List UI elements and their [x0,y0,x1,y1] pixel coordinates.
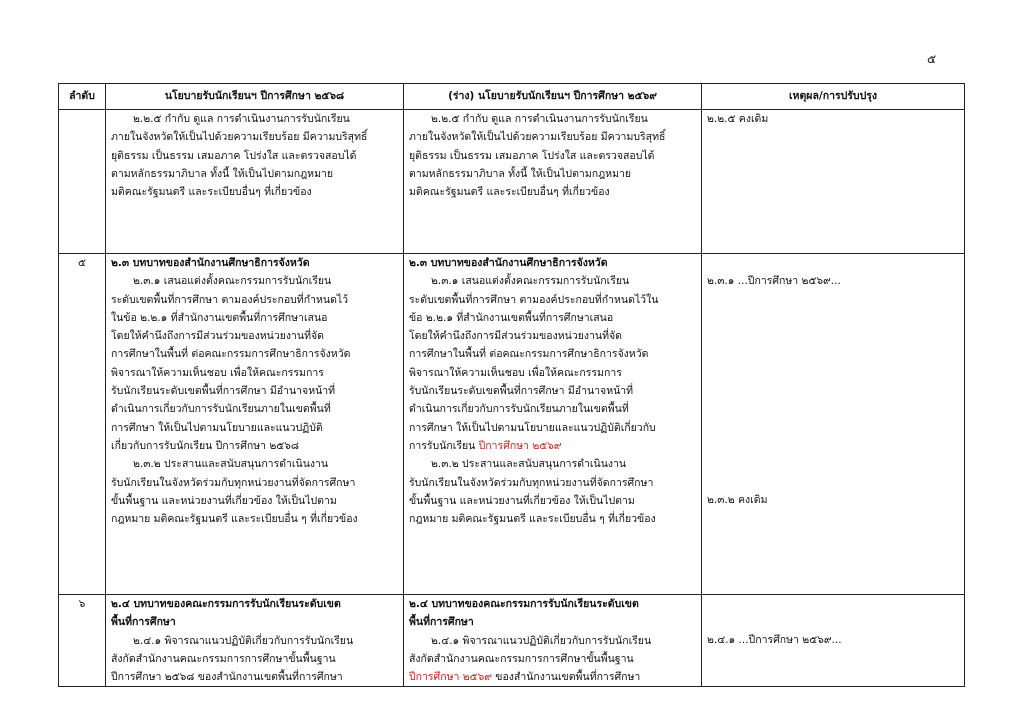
text-line: พิจารณาให้ความเห็นชอบ เพื่อให้คณะกรรมการ [111,366,324,379]
text-segment: ของสำนักงานเขตพื้นที่การศึกษา [491,671,641,684]
text-line: การศึกษาในพื้นที่ ต่อคณะกรรมการศึกษาธิการจังหวัด [409,348,649,361]
page-number: ๕ [927,52,937,66]
text-line: การศึกษา ให้เป็นไปตามนโยบายและแนวปฏิบัติเกี่ยวกับ [409,421,656,434]
text-line: โดยให้คำนึงถึงการมีส่วนร่วมของหน่วยงานที่จัด [111,330,324,343]
text-line: ในข้อ ๒.๒.๑ ที่สำนักงานเขตพื้นที่การศึกษาเสนอ [111,311,328,324]
text-line: ๒.๓.๒ ประสานและสนับสนุนการดำเนินงาน [431,458,627,471]
text-line: ตามหลักธรรมาภิบาล ทั้งนี้ ให้เป็นไปตามกฎหมาย [111,167,334,180]
text-line: รับนักเรียนระดับเขตพื้นที่การศึกษา มีอำนาจหน้าที่ [111,385,336,398]
reason-text: ๒.๓.๒ คงเดิม [707,494,768,507]
cell-reason [702,595,965,687]
text-line [409,668,696,686]
text-line: รับนักเรียนในจังหวัดร่วมกับทุกหน่วยงานที่จัดการศึกษา [409,476,654,489]
section-title: พื้นที่การศึกษา [409,616,474,629]
cell-reason [702,254,965,595]
text-line: ๒.๔.๑ พิจารณาแนวปฏิบัติเกี่ยวกับการรับนักเรียน [133,634,354,647]
section-title: พื้นที่การศึกษา [111,616,176,629]
section-title: ๒.๔ บทบาทของคณะกรรมการรับนักเรียนระดับเขต [111,598,341,610]
text-line: พิจารณาให้ความเห็นชอบ เพื่อให้คณะกรรมการ [409,366,622,379]
table-row [59,254,965,595]
text-line: ขั้นพื้นฐาน และหน่วยงานที่เกี่ยวข้อง ให้เป็นไปตาม [111,494,337,507]
text-line: ขั้นพื้นฐาน และหน่วยงานที่เกี่ยวข้อง ให้เป็นไปตาม [409,494,635,507]
cell-policy-2568 [106,595,404,687]
text-line: ภายในจังหวัดให้เป็นไปด้วยความเรียบร้อย มีความบริสุทธิ์ [111,131,368,144]
reason-text: ๒.๓.๑ ...ปีการศึกษา ๒๕๖๙... [707,275,841,287]
text-line: ๒.๓.๒ ประสานและสนับสนุนการดำเนินงาน [133,458,329,471]
text-line: ๒.๓.๑ เสนอแต่งตั้งคณะกรรมการรับนักเรียน [133,275,332,288]
text-line: กฎหมาย มติคณะรัฐมนตรี และระเบียบอื่น ๆ ที่เกี่ยวข้อง [409,513,656,526]
changed-text: ปีการศึกษา ๒๕๖๙ [478,439,562,452]
header-reason: เหตุผล/การปรับปรุง [702,84,965,110]
text-line: ๒.๔.๑ พิจารณาแนวปฏิบัติเกี่ยวกับการรับนักเรียน [431,634,652,647]
changed-text: ปีการศึกษา ๒๕๖๙ [409,671,492,684]
table-row [59,595,965,687]
cell-reason [702,110,965,254]
cell-draft-policy-2569 [404,595,702,687]
text-line: การศึกษา ให้เป็นไปตามนโยบายและแนวปฏิบัติ [111,421,323,434]
text-line: ข้อ ๒.๒.๑ ที่สำนักงานเขตพื้นที่การศึกษาเสนอ [409,311,614,324]
text-line [409,437,696,455]
header-policy-2568: นโยบายรับนักเรียนฯ ปีการศึกษา ๒๕๖๘ [106,84,404,110]
text-line: กฎหมาย มติคณะรัฐมนตรี และระเบียบอื่น ๆ ที่เกี่ยวข้อง [111,513,358,526]
row-order-number: ๕ [59,254,106,595]
text-line: ๒.๒.๕ กำกับ ดูแล การดำเนินงานการรับนักเรียน [431,113,648,125]
text-line: การศึกษาในพื้นที่ ต่อคณะกรรมการศึกษาธิการจังหวัด [111,348,351,361]
policy-comparison-table [58,83,965,687]
text-line: รับนักเรียนระดับเขตพื้นที่การศึกษา มีอำนาจหน้าที่ [409,385,634,398]
text-line: สังกัดสำนักงานคณะกรรมการการศึกษาขั้นพื้นฐาน [409,652,634,665]
row-order-empty [59,110,106,254]
text-line: ยุติธรรม เป็นธรรม เสมอภาค โปร่งใส และตรวจสอบได้ [409,149,655,162]
text-line: โดยให้คำนึงถึงการมีส่วนร่วมของหน่วยงานที่จัด [409,330,622,343]
header-draft-policy-2569: (ร่าง) นโยบายรับนักเรียนฯ ปีการศึกษา ๒๕๖๙ [404,84,702,110]
text-line: รับนักเรียนในจังหวัดร่วมกับทุกหน่วยงานที่จัดการศึกษา [111,476,356,489]
text-line: ยุติธรรม เป็นธรรม เสมอภาค โปร่งใส และตรวจสอบได้ [111,149,357,162]
section-title: ๒.๓ บทบาทของสำนักงานศึกษาธิการจังหวัด [111,257,310,269]
text-line: ดำเนินการเกี่ยวกับการรับนักเรียนภายในเขตพื้นที่ [409,403,629,416]
text-line: สังกัดสำนักงานคณะกรรมการการศึกษาขั้นพื้นฐาน [111,652,336,665]
text-line: ระดับเขตพื้นที่การศึกษา ตามองค์ประกอบที่กำหนดไว้ใน [409,293,659,306]
text-line: ดำเนินการเกี่ยวกับการรับนักเรียนภายในเขตพื้นที่ [111,403,331,416]
table-header-row [59,84,965,110]
text-line: ตามหลักธรรมาภิบาล ทั้งนี้ ให้เป็นไปตามกฎหมาย [409,167,632,180]
cell-policy-2568 [106,110,404,254]
reason-text: ๒.๒.๕ คงเดิม [707,113,769,125]
header-order: ลำดับ [59,84,106,110]
cell-draft-policy-2569 [404,110,702,254]
cell-draft-policy-2569 [404,254,702,595]
text-line: ๒.๓.๑ เสนอแต่งตั้งคณะกรรมการรับนักเรียน [431,275,630,288]
text-segment: การรับนักเรียน [409,439,479,452]
row-order-number: ๖ [59,595,106,687]
section-title: ๒.๔ บทบาทของคณะกรรมการรับนักเรียนระดับเขต [409,598,639,610]
section-title: ๒.๓ บทบาทของสำนักงานศึกษาธิการจังหวัด [409,257,608,269]
text-line: ปีการศึกษา ๒๕๖๘ ของสำนักงานเขตพื้นที่การศึกษา [111,671,343,684]
text-line: มติคณะรัฐมนตรี และระเบียบอื่นๆ ที่เกี่ยวข้อง [409,186,610,199]
text-line: เกี่ยวกับการรับนักเรียน ปีการศึกษา ๒๕๖๘ [111,439,300,452]
text-line: ภายในจังหวัดให้เป็นไปด้วยความเรียบร้อย มีความบริสุทธิ์ [409,131,666,144]
text-line: มติคณะรัฐมนตรี และระเบียบอื่นๆ ที่เกี่ยวข้อง [111,186,312,199]
reason-text: ๒.๔.๑ ...ปีการศึกษา ๒๕๖๙... [707,634,842,646]
table-row [59,110,965,254]
text-line: ระดับเขตพื้นที่การศึกษา ตามองค์ประกอบที่กำหนดไว้ [111,293,349,306]
text-line: ๒.๒.๕ กำกับ ดูแล การดำเนินงานการรับนักเรียน [133,113,350,125]
cell-policy-2568 [106,254,404,595]
